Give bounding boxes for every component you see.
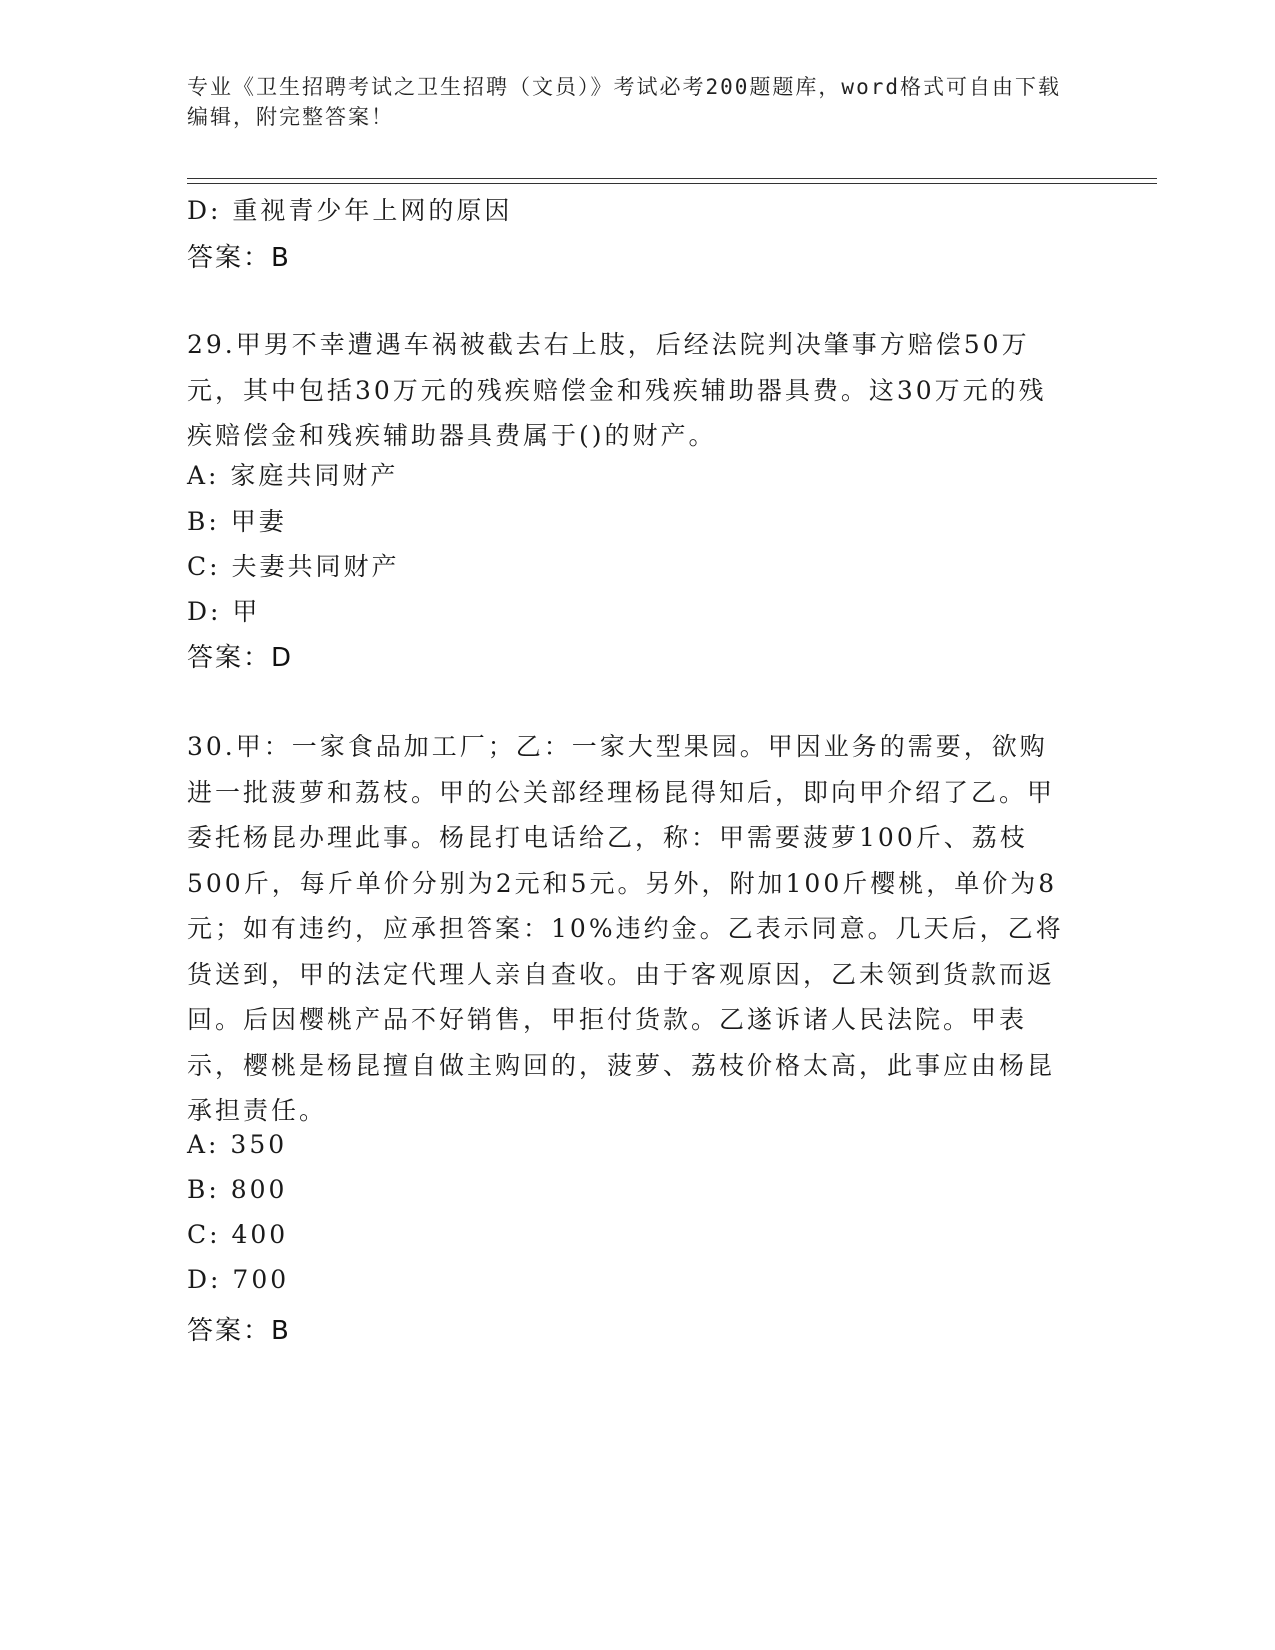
header-rule-top	[187, 178, 1157, 179]
q29-option-c: C: 夫妻共同财产	[187, 552, 400, 581]
q29-option-a: A: 家庭共同财产	[187, 461, 399, 490]
document-header: 专业《卫生招聘考试之卫生招聘（文员）》考试必考200题题库，word格式可自由下载编辑，附完整答案！	[187, 75, 1061, 129]
q30-option-b: B: 800	[187, 1175, 288, 1204]
q30-stem: 30.甲：一家食品加工厂；乙：一家大型果园。甲因业务的需要，欲购进一批菠萝和荔枝。甲的公关部经理杨昆得知后，即向甲介绍了乙。甲委托杨昆办理此事。杨昆打电话给乙，称：甲需要菠萝100斤、荔枝500斤，每斤单价分别为2元和5元。另外，附加100斤樱桃，单价为8元；如有违约，应承担答案：10%违约金。乙表示同意。几天后，乙将货送到，甲的法定代理人亲自查收。由于客观原因，乙未领到货款而返回。后因樱桃产品不好销售，甲拒付货款。乙遂诉诸人民法院。甲表示，樱桃是杨昆擅自做主购回的，菠萝、荔枝价格太高，此事应由杨昆承担责任。	[187, 732, 1064, 1125]
q30-option-d: D: 700	[187, 1265, 290, 1294]
prev-answer: 答案：B	[187, 243, 291, 273]
q30-option-a: A: 350	[187, 1130, 288, 1159]
q29-stem: 29.甲男不幸遭遇车祸被截去右上肢，后经法院判决肇事方赔偿50万元，其中包括30万元的残疾赔偿金和残疾辅助器具费。这30万元的残疾赔偿金和残疾辅助器具费属于()的财产。	[187, 330, 1047, 450]
prev-option-d: D: 重视青少年上网的原因	[187, 196, 513, 225]
header-rule-bottom	[187, 183, 1157, 184]
q30-option-c: C: 400	[187, 1220, 289, 1249]
q30-answer: 答案：B	[187, 1316, 291, 1346]
q29-answer: 答案：D	[187, 643, 294, 673]
q29-option-b: B: 甲妻	[187, 507, 287, 536]
q29-option-d: D: 甲	[187, 597, 261, 626]
